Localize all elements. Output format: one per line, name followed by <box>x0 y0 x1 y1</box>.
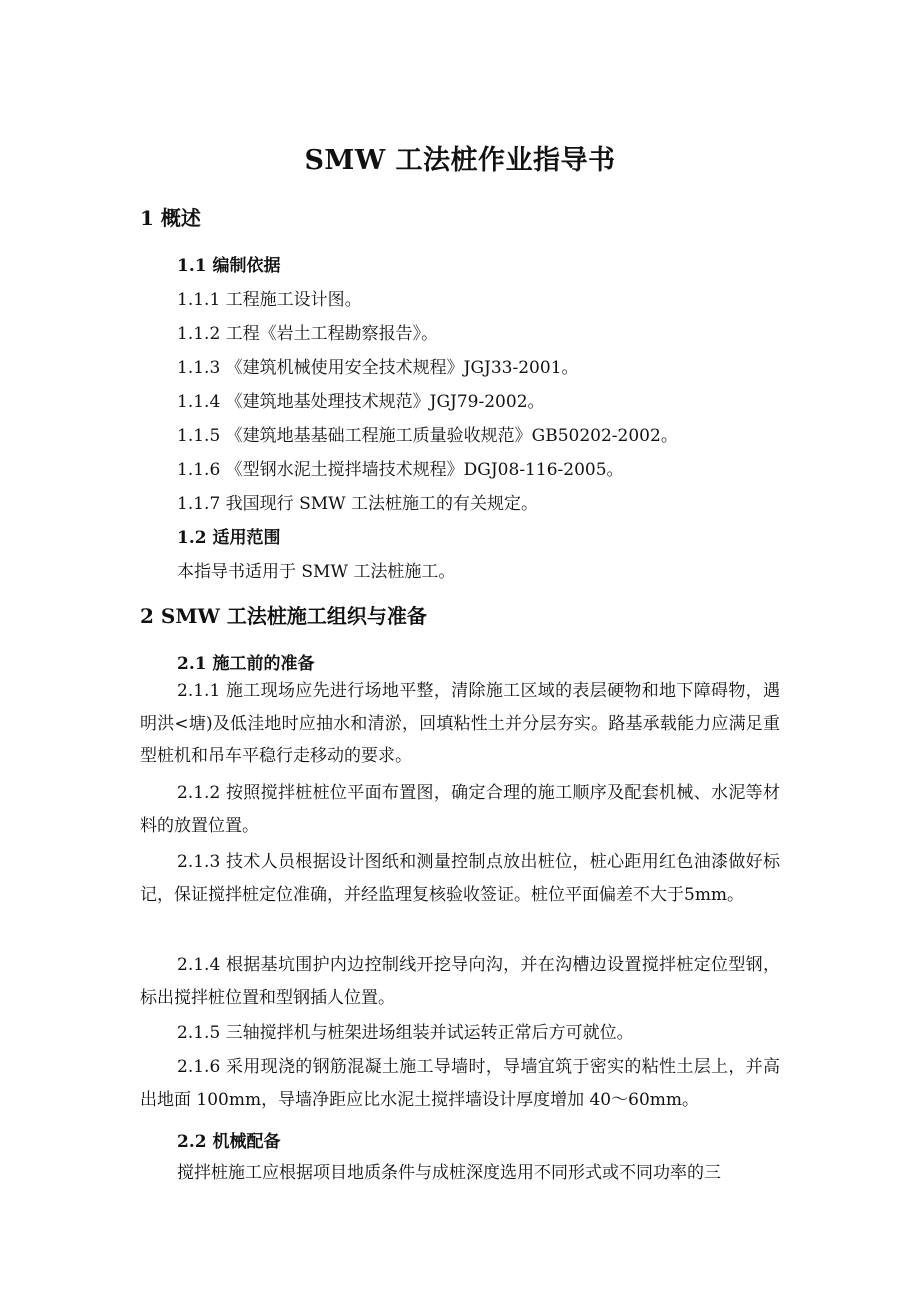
reference-item: 1.1.3 《建筑机械使用安全技术规程》JGJ33-2001。 <box>177 358 579 378</box>
section-1-2-heading: 1.2 适用范围 <box>177 528 281 548</box>
section-1-1-heading: 1.1 编制依据 <box>177 256 281 276</box>
section-2-1-heading: 2.1 施工前的准备 <box>177 654 315 674</box>
paragraph-2-1-3: 2.1.3 技术人员根据设计图纸和测量控制点放出桩位，桩心距用红色油漆做好标记，保证搅拌桩定位准确，并经监理复核验收签证。桩位平面偏差不大于5mm。 <box>140 852 780 905</box>
reference-item: 1.1.6 《型钢水泥土搅拌墙技术规程》DGJ08-116-2005。 <box>177 460 624 480</box>
reference-item: 1.1.2 工程《岩土工程勘察报告》。 <box>177 324 439 344</box>
machinery-text: 搅拌桩施工应根据项目地质条件与成桩深度选用不同形式或不同功率的三 <box>177 1163 721 1183</box>
paragraph-2-1-5: 2.1.5 三轴搅拌机与桩架进场组装并试运转正常后方可就位。 <box>177 1023 634 1043</box>
paragraph-2-1-2: 2.1.2 按照搅拌桩桩位平面布置图，确定合理的施工顺序及配套机械、水泥等材料的放置位置。 <box>140 783 780 836</box>
reference-item: 1.1.5 《建筑地基基础工程施工质量验收规范》GB50202-2002。 <box>177 426 678 446</box>
reference-item: 1.1.4 《建筑地基处理技术规范》JGJ79-2002。 <box>177 392 545 412</box>
section-2-heading: 2 SMW 工法桩施工组织与准备 <box>140 604 427 628</box>
reference-item: 1.1.7 我国现行 SMW 工法桩施工的有关规定。 <box>177 494 538 514</box>
paragraph-2-1-4: 2.1.4 根据基坑围护内边控制线开挖导向沟，并在沟槽边设置搅拌桩定位型钢，标出搅拌桩位置和型钢插人位置。 <box>140 955 780 1008</box>
scope-text: 本指导书适用于 SMW 工法桩施工。 <box>177 562 456 582</box>
paragraph-2-1-1: 2.1.1 施工现场应先进行场地平整，清除施工区域的表层硬物和地下障碍物，遇明洪<塘)及低洼地时应抽水和清淤，回填粘性土并分层夯实。路基承载能力应满足重型桩机和吊车平稳行走移动的要求。 <box>140 681 780 766</box>
reference-item: 1.1.1 工程施工设计图。 <box>177 290 362 310</box>
paragraph-2-1-6: 2.1.6 采用现浇的钢筋混凝土施工导墙时，导墙宜筑于密实的粘性土层上，并高出地面 100mm，导墙净距应比水泥土搅拌墙设计厚度增加 40～60mm。 <box>140 1057 780 1110</box>
section-2-2-heading: 2.2 机械配备 <box>177 1132 281 1152</box>
section-1-heading: 1 概述 <box>140 206 201 230</box>
document-title: SMW 工法桩作业指导书 <box>304 145 616 176</box>
